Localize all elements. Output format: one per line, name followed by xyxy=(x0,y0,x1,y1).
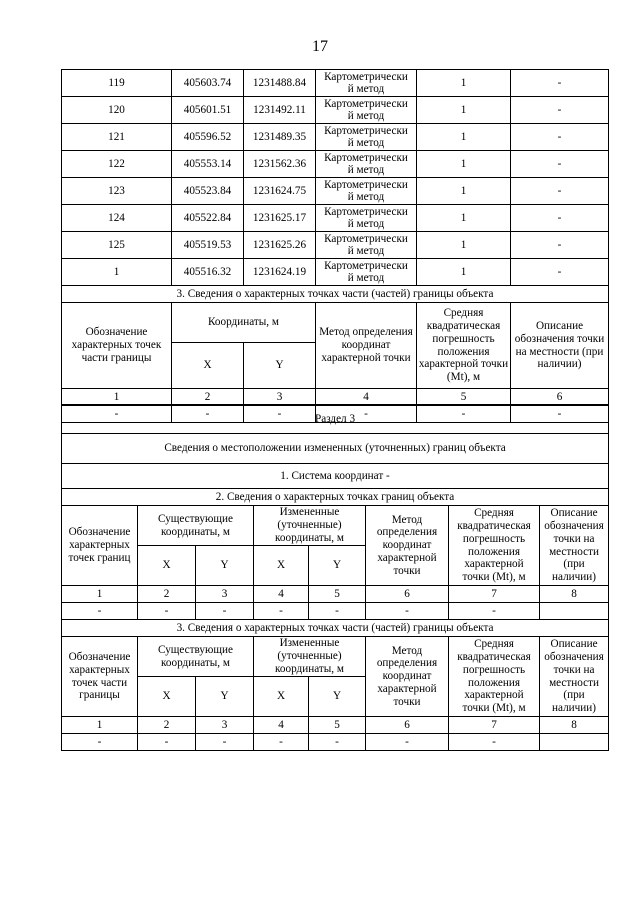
header-error: Средняя квадратическая погрешность положения характерной точки (Mt), м xyxy=(417,303,511,389)
method-line: Картометрически xyxy=(324,233,408,245)
coord-x: 405601.51 xyxy=(172,97,244,124)
point-number: 121 xyxy=(62,124,172,151)
header-designation: Обозначение характерных точек границ xyxy=(62,506,138,586)
column-numbers-row xyxy=(62,717,609,734)
method xyxy=(316,151,417,178)
method-line: Картометрически xyxy=(324,125,408,137)
method-line: Картометрически xyxy=(324,206,408,218)
section3-table xyxy=(61,404,609,751)
error-mt: 1 xyxy=(417,151,511,178)
method xyxy=(316,205,417,232)
error-mt: 1 xyxy=(417,178,511,205)
col-num: 1 xyxy=(62,717,138,734)
method-line: й метод xyxy=(347,137,385,149)
empty-cell: - xyxy=(196,603,254,620)
method-line: й метод xyxy=(347,218,385,230)
table-row xyxy=(62,259,609,286)
col-num: 3 xyxy=(244,389,316,406)
section3-title: Раздел 3 xyxy=(62,405,609,434)
empty-cell: - xyxy=(316,406,417,423)
method xyxy=(316,232,417,259)
coord-y: 1231625.17 xyxy=(244,205,316,232)
part2-title: 2. Сведения о характерных точках границ объекта xyxy=(62,489,609,506)
error-mt: 1 xyxy=(417,259,511,286)
coord-x: 405603.74 xyxy=(172,70,244,97)
empty-data-row xyxy=(62,603,609,620)
error-mt: 1 xyxy=(417,205,511,232)
method xyxy=(316,259,417,286)
col-num: 2 xyxy=(138,717,196,734)
header-coordinates: Координаты, м xyxy=(172,303,316,343)
error-mt: 1 xyxy=(417,97,511,124)
section3-subtitle: Сведения о местоположении измененных (уточненных) границ объекта xyxy=(62,434,609,464)
empty-cell: - xyxy=(417,406,511,423)
description: - xyxy=(511,70,609,97)
empty-cell: - xyxy=(244,406,316,423)
header-y: Y xyxy=(244,343,316,389)
empty-cell: - xyxy=(62,734,138,751)
col-num: 8 xyxy=(540,717,609,734)
point-number: 123 xyxy=(62,178,172,205)
method xyxy=(316,97,417,124)
header-y: Y xyxy=(196,546,254,586)
header-y: Y xyxy=(309,546,366,586)
header-description: Описание обозначения точки на местности (при наличии) xyxy=(511,303,609,389)
empty-cell: - xyxy=(138,603,196,620)
part3-title: 3. Сведения о характерных точках части (частей) границы объекта xyxy=(62,620,609,637)
header-description: Описание обозначения точки на местности (при наличии) xyxy=(540,506,609,586)
coord-x: 405522.84 xyxy=(172,205,244,232)
coord-x: 405516.32 xyxy=(172,259,244,286)
method xyxy=(316,70,417,97)
empty-cell xyxy=(540,734,609,751)
col-num: 7 xyxy=(449,717,540,734)
coord-y: 1231625.26 xyxy=(244,232,316,259)
coord-y: 1231489.35 xyxy=(244,124,316,151)
col-num: 3 xyxy=(196,717,254,734)
col-num: 6 xyxy=(511,389,609,406)
method-line: Картометрически xyxy=(324,260,408,272)
table-row xyxy=(62,124,609,151)
point-number: 125 xyxy=(62,232,172,259)
header-x: X xyxy=(138,546,196,586)
table-row xyxy=(62,70,609,97)
page-number: 17 xyxy=(312,38,328,55)
coord-y: 1231624.75 xyxy=(244,178,316,205)
table-row xyxy=(62,151,609,178)
col-num: 7 xyxy=(449,586,540,603)
header-changed-coordinates: Измененные (уточненные) координаты, м xyxy=(254,637,366,677)
empty-cell: - xyxy=(511,406,609,423)
col-num: 5 xyxy=(417,389,511,406)
empty-cell: - xyxy=(449,603,540,620)
method-line: Картометрически xyxy=(324,98,408,110)
col-num: 2 xyxy=(172,389,244,406)
coordinates-table xyxy=(61,69,609,423)
description: - xyxy=(511,97,609,124)
col-num: 2 xyxy=(138,586,196,603)
header-x: X xyxy=(254,677,309,717)
description: - xyxy=(511,232,609,259)
method-line: й метод xyxy=(347,164,385,176)
empty-cell: - xyxy=(196,734,254,751)
header-error: Средняя квадратическая погрешность положения характерной точки (Mt), м xyxy=(449,506,540,586)
description: - xyxy=(511,259,609,286)
description: - xyxy=(511,205,609,232)
table-row xyxy=(62,232,609,259)
point-number: 122 xyxy=(62,151,172,178)
method-line: й метод xyxy=(347,191,385,203)
col-num: 4 xyxy=(254,717,309,734)
header-method: Метод определения координат характерной точки xyxy=(316,303,417,389)
table-row xyxy=(62,97,609,124)
point-number: 124 xyxy=(62,205,172,232)
coord-y: 1231624.19 xyxy=(244,259,316,286)
col-num: 1 xyxy=(62,389,172,406)
empty-cell: - xyxy=(254,734,309,751)
header-x: X xyxy=(138,677,196,717)
col-num: 8 xyxy=(540,586,609,603)
column-numbers-row xyxy=(62,586,609,603)
table-row xyxy=(62,205,609,232)
table-row xyxy=(62,178,609,205)
coord-x: 405519.53 xyxy=(172,232,244,259)
coord-x: 405596.52 xyxy=(172,124,244,151)
header-designation: Обозначение характерных точек части границы xyxy=(62,637,138,717)
empty-cell: - xyxy=(449,734,540,751)
part3-title: 3. Сведения о характерных точках части (частей) границы объекта xyxy=(62,286,609,303)
col-num: 4 xyxy=(254,586,309,603)
header-existing-coordinates: Существующие координаты, м xyxy=(138,506,254,546)
method xyxy=(316,124,417,151)
coord-y: 1231492.11 xyxy=(244,97,316,124)
empty-cell: - xyxy=(309,734,366,751)
empty-cell xyxy=(540,603,609,620)
point-number: 120 xyxy=(62,97,172,124)
col-num: 6 xyxy=(366,586,449,603)
header-changed-coordinates: Измененные (уточненные) координаты, м xyxy=(254,506,366,546)
description: - xyxy=(511,178,609,205)
method-line: й метод xyxy=(347,110,385,122)
method-line: й метод xyxy=(347,83,385,95)
col-num: 1 xyxy=(62,586,138,603)
empty-cell: - xyxy=(366,603,449,620)
method-line: Картометрически xyxy=(324,152,408,164)
header-description: Описание обозначения точки на местности (при наличии) xyxy=(540,637,609,717)
header-existing-coordinates: Существующие координаты, м xyxy=(138,637,254,677)
coordinate-system: 1. Система координат - xyxy=(62,464,609,489)
error-mt: 1 xyxy=(417,124,511,151)
header-error: Средняя квадратическая погрешность положения характерной точки (Mt), м xyxy=(449,637,540,717)
header-x: X xyxy=(172,343,244,389)
col-num: 6 xyxy=(366,717,449,734)
header-y: Y xyxy=(309,677,366,717)
empty-cell: - xyxy=(254,603,309,620)
point-number: 1 xyxy=(62,259,172,286)
method-line: Картометрически xyxy=(324,71,408,83)
method xyxy=(316,178,417,205)
empty-cell: - xyxy=(172,406,244,423)
column-numbers-row xyxy=(62,389,609,406)
header-designation: Обозначение характерных точек части границы xyxy=(62,303,172,389)
method-line: Картометрически xyxy=(324,179,408,191)
header-method: Метод определения координат характерной точки xyxy=(366,637,449,717)
description: - xyxy=(511,124,609,151)
coord-y: 1231562.36 xyxy=(244,151,316,178)
empty-cell: - xyxy=(62,406,172,423)
empty-cell: - xyxy=(62,603,138,620)
error-mt: 1 xyxy=(417,70,511,97)
coord-y: 1231488.84 xyxy=(244,70,316,97)
coord-x: 405553.14 xyxy=(172,151,244,178)
col-num: 5 xyxy=(309,717,366,734)
empty-cell: - xyxy=(138,734,196,751)
col-num: 4 xyxy=(316,389,417,406)
point-number: 119 xyxy=(62,70,172,97)
description: - xyxy=(511,151,609,178)
empty-data-row xyxy=(62,734,609,751)
empty-cell: - xyxy=(309,603,366,620)
header-x: X xyxy=(254,546,309,586)
coord-x: 405523.84 xyxy=(172,178,244,205)
empty-cell: - xyxy=(366,734,449,751)
error-mt: 1 xyxy=(417,232,511,259)
col-num: 3 xyxy=(196,586,254,603)
col-num: 5 xyxy=(309,586,366,603)
method-line: й метод xyxy=(347,272,385,284)
header-method: Метод определения координат характерной точки xyxy=(366,506,449,586)
method-line: й метод xyxy=(347,245,385,257)
header-y: Y xyxy=(196,677,254,717)
